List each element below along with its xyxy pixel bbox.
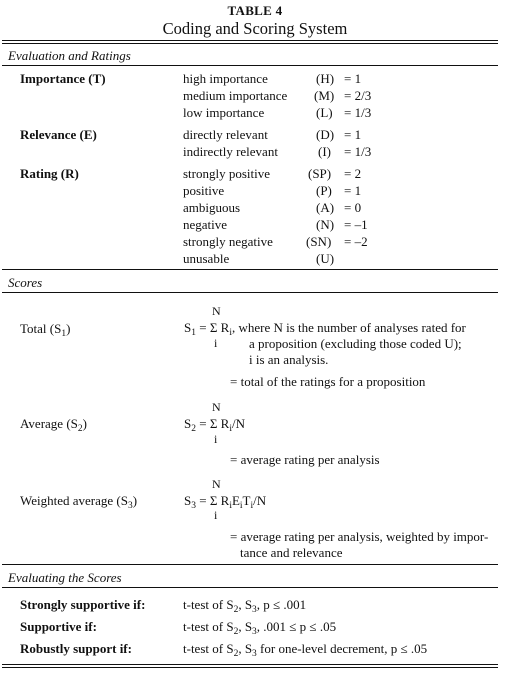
criterion-label: Strongly supportive if: (20, 597, 146, 612)
criterion-label: Supportive if: (20, 619, 97, 634)
section-heading-scores: Scores (8, 275, 43, 290)
rating-desc: ambiguous (183, 200, 241, 215)
rating-code: (SP) (308, 166, 332, 181)
rule-above-evaluating (2, 564, 498, 565)
double-rule-bottom-2 (2, 667, 498, 668)
rating-value: = 1/3 (344, 105, 372, 120)
rating-value: = 2/3 (344, 88, 372, 103)
formula-desc-average: = average rating per analysis (230, 452, 380, 467)
table-number: TABLE 4 (227, 3, 283, 18)
rating-desc: strongly positive (183, 166, 271, 181)
rating-value: = 1 (344, 127, 362, 142)
criterion-label: Robustly support if: (20, 641, 132, 656)
rating-value: = –2 (344, 234, 368, 249)
rating-code: (N) (316, 217, 335, 232)
section-heading-evaluation: Evaluation and Ratings (8, 48, 131, 63)
score-label-weighted: Weighted average $(S_3)$ (20, 493, 138, 511)
formula-desc-total: = total of the ratings for a proposition (230, 374, 426, 389)
rating-code: (H) (316, 71, 335, 86)
formula-note-line2: a proposition (excluding those coded U); (249, 336, 462, 351)
double-rule-top-1 (2, 40, 498, 41)
sum-upper-limit: N (212, 304, 221, 318)
rating-value: = –1 (344, 217, 368, 232)
sum-upper-limit: N (212, 477, 221, 491)
score-label-total: Total $(S_1)$ (20, 321, 71, 339)
formula-total: $S_1 = \Sigma$ $R_i$, where N is the number of analyses rated for (184, 320, 466, 338)
rating-desc: indirectly relevant (183, 144, 278, 159)
rating-desc: strongly negative (183, 234, 273, 249)
score-label-average: Average $(S_2)$ (20, 416, 87, 434)
rule-under-evaluation (2, 65, 498, 66)
table-title: Coding and Scoring System (162, 19, 348, 38)
rating-desc: high importance (183, 71, 268, 86)
formula-desc-weighted: = average rating per analysis, weighted by impor- (230, 529, 489, 544)
rating-desc: negative (183, 217, 228, 232)
rating-value: = 2 (344, 166, 362, 181)
formula-desc-weighted-line2: tance and relevance (240, 545, 343, 560)
rating-value: = 1 (344, 183, 362, 198)
formula-weighted: $S_3 = \Sigma$ $R_iE_iT_i/N$ (184, 493, 267, 511)
criterion-test: t-test of $S_2$, $S_3$, p ≤ .001 (183, 597, 307, 615)
sum-upper-limit: N (212, 400, 221, 414)
rating-code: (D) (316, 127, 335, 142)
rule-above-scores (2, 269, 498, 270)
rating-code: (SN) (306, 234, 332, 249)
criterion-test: t-test of $S_2$, $S_3$ for one-level decrement, p ≤ .05 (183, 641, 428, 659)
formula-average: $S_2 = \Sigma$ $R_i/N$ (184, 416, 245, 434)
sum-lower-index: i (214, 336, 218, 350)
sum-lower-index: i (214, 432, 218, 446)
rating-value: = 0 (344, 200, 362, 215)
rating-value: = 1 (344, 71, 362, 86)
sum-lower-index: i (214, 508, 218, 522)
rule-under-evaluating (2, 587, 498, 588)
group-label-rating: Rating (R) (20, 166, 79, 181)
double-rule-top-2 (2, 43, 498, 44)
rating-desc: positive (183, 183, 225, 198)
double-rule-bottom-1 (2, 664, 498, 665)
rule-under-scores (2, 292, 498, 293)
rating-desc: low importance (183, 105, 265, 120)
rating-desc: unusable (183, 251, 230, 266)
formula-note-line3: i is an analysis. (249, 352, 329, 367)
criterion-test: t-test of $S_2$, $S_3$, .001 ≤ p ≤ .05 (183, 619, 337, 637)
rating-desc: directly relevant (183, 127, 268, 142)
rating-code: (A) (316, 200, 335, 215)
rating-value: = 1/3 (344, 144, 372, 159)
rating-code: (I) (318, 144, 331, 159)
rating-desc: medium importance (183, 88, 288, 103)
rating-code: (U) (316, 251, 335, 266)
rating-code: (L) (316, 105, 333, 120)
group-label-importance: Importance (T) (20, 71, 106, 86)
rating-code: (M) (314, 88, 335, 103)
rating-code: (P) (316, 183, 332, 198)
section-heading-evaluating: Evaluating the Scores (8, 570, 122, 585)
group-label-relevance: Relevance (E) (20, 127, 97, 142)
